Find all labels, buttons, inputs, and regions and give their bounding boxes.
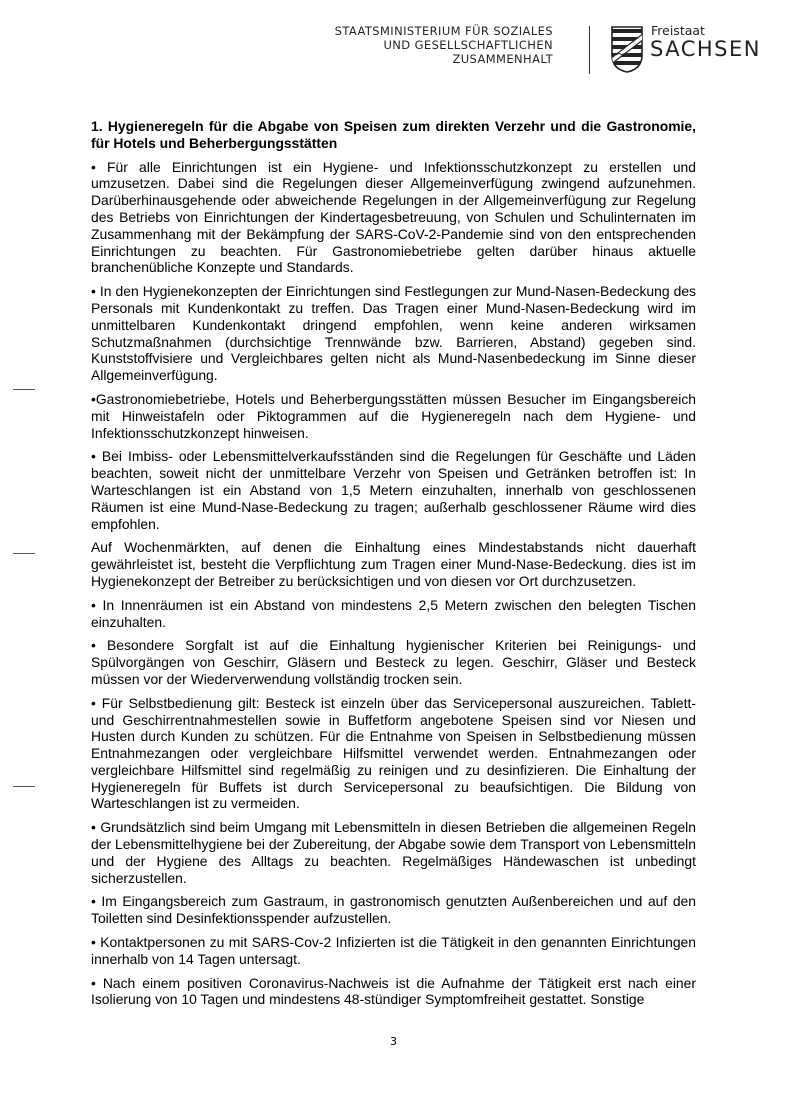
paragraph: • Besondere Sorgfalt ist auf die Einhaltung hygienischer Kriterien bei Reinigungs- und Spülvorgängen von Geschirr, Gläsern und Besteck zu legen. Geschirr, Gläser und Besteck müssen vor der Wiederverwendung vollständig trocken sein. [91,637,696,687]
paragraph: • Für alle Einrichtungen ist ein Hygiene- und Infektionsschutzkonzept zu erstellen und umzusetzen. Dabei sind die Regelungen dieser Allgemeinverfügung zwingend aufzunehmen. Darüberhinausgehende oder abweichende Regelungen in der Allgemeinverfügung zur Regelung des Betriebs von Einrichtungen der Kindertagesbetreuung, von Schulen und Schulinternaten im Zusammenhang mit der Bekämpfung der SARS-CoV-2-Pandemie sind von den entsprechenden Einrichtungen zu beachten. Für Gastronomiebetriebe gelten darüber hinaus aktuelle branchenübliche Konzepte und Standards. [91,158,696,276]
paragraph: • Für Selbstbedienung gilt: Besteck ist einzeln über das Servicepersonal auszureichen. Tablett- und Geschirrentnahmestellen sowie in Buffetform angebotene Speisen sind vor Niesen und Husten durch Kunden zu schützen. Für die Entnahme von Speisen in Selbstbedienung müssen Entnahmezangen oder vergleichbare Hilfsmittel verwendet werden. Entnahmezangen oder vergleichbare Hilfsmittel sind regelmäßig zu reinigen und zu desinfizieren. Die Einhaltung der Hygieneregeln für Buffets ist durch Servicepersonal zu beaufsichtigen. Die Bildung von Warteschlangen ist zu vermeiden. [91,694,696,812]
ministry-line-3: ZUSAMMENHALT [452,52,553,66]
paragraph: • Nach einem positiven Coronavirus-Nachweis ist die Aufnahme der Tätigkeit erst nach einer Isolierung von 10 Tagen und mindestens 48-stündiger Symptomfreiheit gestattet. Sonstige [91,974,696,1008]
paragraph: •Gastronomiebetriebe, Hotels und Beherbergungsstätten müssen Besucher im Eingangsbereich mit Hinweistafeln oder Piktogrammen auf die Hygieneregeln nach dem Hygiene- und Infektionsschutzkonzept hinweisen. [91,390,696,441]
paragraph: Auf Wochenmärkten, auf denen die Einhaltung eines Mindestabstands nicht dauerhaft gewährleistet ist, besteht die Verpflichtung zum Tragen einer Mund-Nase-Bedeckung. dies ist im Hygienekonzept der Betreiber zu berücksichtigen und von diesen vor Ort durchzusetzen. [91,539,696,589]
ministry-line-1: STAATSMINISTERIUM FÜR SOZIALES [334,24,553,38]
ministry-name [335,24,553,66]
saxony-coat-of-arms-icon [610,25,644,73]
margin-mark [13,389,35,390]
ministry-line-2: UND GESELLSCHAFTLICHEN [383,38,553,52]
document-body [91,118,696,1015]
paragraph: • In den Hygienekonzepten der Einrichtungen sind Festlegungen zur Mund-Nasen-Bedeckung des Personals mit Kundenkontakt zu treffen. Das Tragen einer Mund-Nasen-Bedeckung wird im unmittelbaren Kundenkontakt dringend empfohlen, wenn keine anderen wirksamen Schutzmaßnahmen (durchsichtige Trennwände bzw. Barrieren, Abstand) gegeben sind. Kunststoffvisiere und Vergleichbares gelten nicht als Mund-Nasenbedeckung im Sinne dieser Allgemeinverfügung. [91,283,696,384]
paragraph: • Kontaktpersonen zu mit SARS-Cov-2 Infizierten ist die Tätigkeit in den genannten Einrichtungen innerhalb von 14 Tagen untersagt. [91,934,696,967]
margin-mark [13,786,35,787]
paragraph: • Grundsätzlich sind beim Umgang mit Lebensmitteln in diesen Betrieben die allgemeinen Regeln der Lebensmittelhygiene bei der Zubereitung, der Abgabe sowie dem Transport von Lebensmitteln und der Hygiene des Alltags zu beachten. Regelmäßiges Händewaschen ist unbedingt sicherzustellen. [91,819,696,886]
section-heading: 1. Hygieneregeln für die Abgabe von Speisen zum direkten Verzehr und die Gastronomie, für Hotels und Beherbergungsstätten [91,118,696,151]
header-divider [589,26,590,74]
margin-mark [13,553,35,554]
state-label-big: SACHSEN [650,37,761,61]
state-name [650,24,761,60]
page-number: 3 [390,1035,397,1048]
state-label-small: Freistaat [651,23,705,38]
paragraph: • Bei Imbiss- oder Lebensmittelverkaufsständen sind die Regelungen für Geschäfte und Läden beachten, soweit nicht der unmittelbare Verzehr von Speisen und Getränken betroffen ist: In Warteschlangen ist ein Abstand von 1,5 Metern einzuhalten, innerhalb von geschlossenen Räumen ist eine Mund-Nase-Bedeckung zu tragen; außerhalb geschlossener Räume wird dies empfohlen. [91,448,696,532]
letterhead [334,23,761,76]
paragraph: • Im Eingangsbereich zum Gastraum, in gastronomisch genutzten Außenbereichen und auf den Toiletten sind Desinfektionsspender aufzustellen. [91,893,696,927]
paragraph: • In Innenräumen ist ein Abstand von mindestens 2,5 Metern zwischen den belegten Tischen einzuhalten. [91,596,696,630]
